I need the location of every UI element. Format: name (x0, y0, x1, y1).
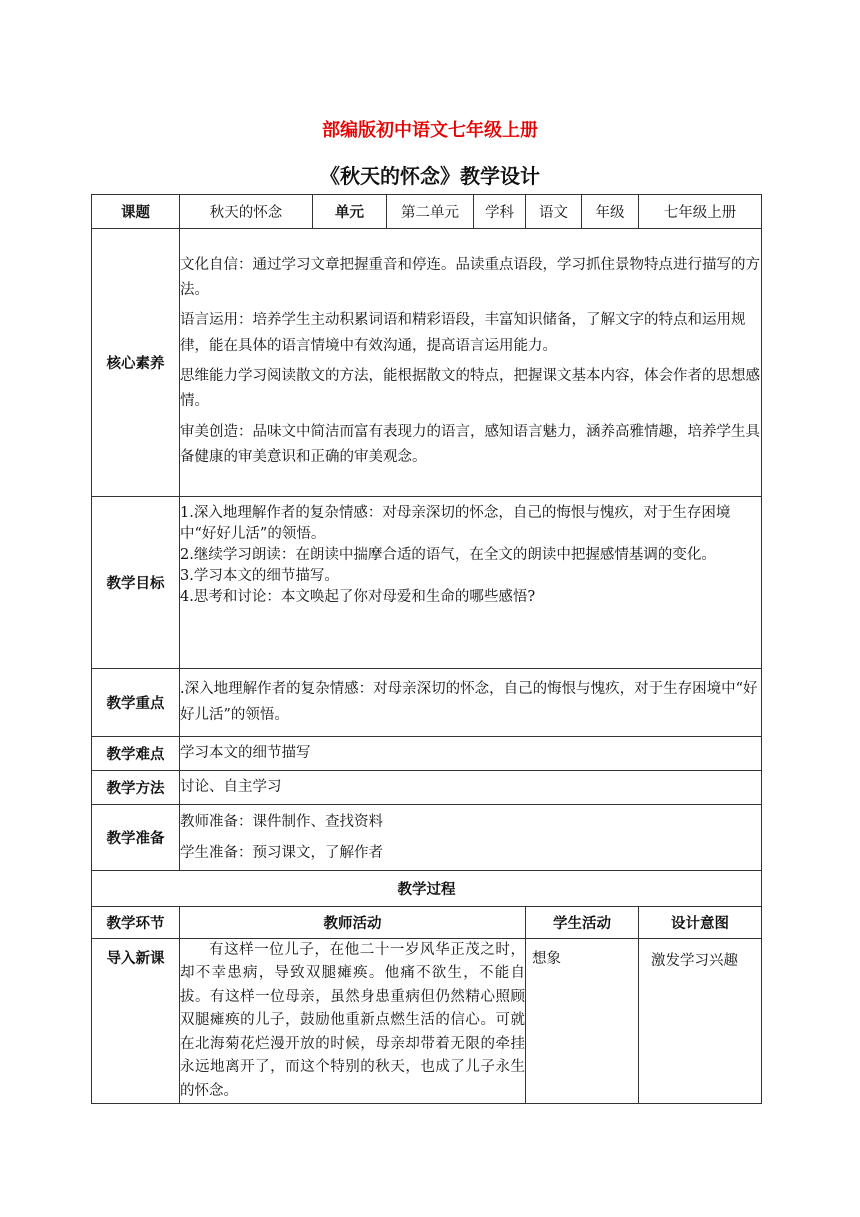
core-paragraph: 文化自信：通过学习文章把握重音和停连。品读重点语段，学习抓住景物特点进行描写的方法。 (180, 256, 760, 298)
course-label: 课题 (92, 195, 180, 229)
info-row (92, 195, 762, 229)
difficulty-text: 学习本文的细节描写 (180, 737, 762, 771)
subject-value: 语文 (526, 195, 582, 229)
method-label: 教学方法 (92, 771, 180, 805)
grade-label: 年级 (582, 195, 639, 229)
key-point-text: .深入地理解作者的复杂情感：对母亲深切的怀念，自己的悔恨与愧疚，对于生存困境中“好好儿活”的领悟。 (180, 669, 762, 737)
prep-row (92, 805, 762, 871)
document-title: 部编版初中语文七年级上册 (322, 120, 538, 141)
goal-item: 3.学习本文的细节描写。 (180, 568, 339, 585)
core-literacy-row (92, 229, 762, 497)
core-paragraph: 语言运用：培养学生主动积累词语和精彩语段，丰富知识储备，了解文字的特点和运用规律，能在具体的语言情境中有效沟通，提高语言运用能力。 (180, 312, 746, 354)
core-paragraph: 思维能力学习阅读散文的方法，能根据散文的特点，把握课文基本内容，体会作者的思想感情。 (180, 368, 760, 410)
goal-item: 1.深入地理解作者的复杂情感：对母亲深切的怀念，自己的悔恨与愧疚，对于生存困境中“好好儿活”的领悟。 (180, 505, 731, 543)
grade-value: 七年级上册 (639, 195, 762, 229)
stage-cell: 导入新课 (92, 939, 180, 1104)
course-value: 秋天的怀念 (180, 195, 313, 229)
process-header: 教学过程 (92, 871, 762, 907)
key-point-row (92, 669, 762, 737)
goals-label: 教学目标 (92, 497, 180, 669)
process-row (92, 939, 762, 1104)
core-content (180, 229, 762, 497)
column-header-student: 学生活动 (526, 907, 639, 939)
key-point-label: 教学重点 (92, 669, 180, 737)
goal-item: 2.继续学习朗读：在朗读中揣摩合适的语气，在全文的朗读中把握感情基调的变化。 (180, 547, 716, 564)
intent-cell: 激发学习兴趣 (639, 939, 762, 1104)
document-subtitle: 《秋天的怀念》教学设计 (320, 164, 540, 188)
teacher-activity-cell: 有这样一位儿子，在他二十一岁风华正茂之时，却不幸患病，导致双腿瘫痪。他痛不欲生，不能自拔。有这样一位母亲，虽然身患重病但仍然精心照顾双腿瘫痪的儿子，鼓励他重新点燃生活的信心。可就在北海菊花烂漫开放的时候，母亲却带着无限的牵挂永远地离开了，而这个特别的秋天，也成了儿子永生的怀念。 (180, 939, 526, 1104)
unit-value: 第二单元 (387, 195, 474, 229)
unit-label: 单元 (313, 195, 387, 229)
teacher-prep: 教师准备：课件制作、查找资料 (180, 814, 383, 831)
column-header-teacher: 教师活动 (180, 907, 526, 939)
student-prep: 学生准备：预习课文，了解作者 (180, 844, 383, 861)
goal-item: 4.思考和讨论：本文唤起了你对母爱和生命的哪些感悟? (180, 589, 536, 606)
process-columns-row (92, 907, 762, 939)
column-header-intent: 设计意图 (639, 907, 762, 939)
core-label: 核心素养 (92, 229, 180, 497)
process-header-row (92, 871, 762, 907)
column-header-stage: 教学环节 (92, 907, 180, 939)
prep-label: 教学准备 (92, 805, 180, 871)
goals-row (92, 497, 762, 669)
lesson-plan-table (91, 194, 762, 1104)
difficulty-row (92, 737, 762, 771)
difficulty-label: 教学难点 (92, 737, 180, 771)
method-row (92, 771, 762, 805)
core-paragraph: 审美创造：品味文中简洁而富有表现力的语言，感知语言魅力，涵养高雅情趣，培养学生具备健康的审美意识和正确的审美观念。 (180, 423, 760, 466)
goals-content (180, 497, 762, 669)
method-text: 讨论、自主学习 (180, 771, 762, 805)
student-activity-cell: 想象 (526, 939, 639, 1104)
prep-content (180, 805, 762, 871)
subject-label: 学科 (474, 195, 526, 229)
